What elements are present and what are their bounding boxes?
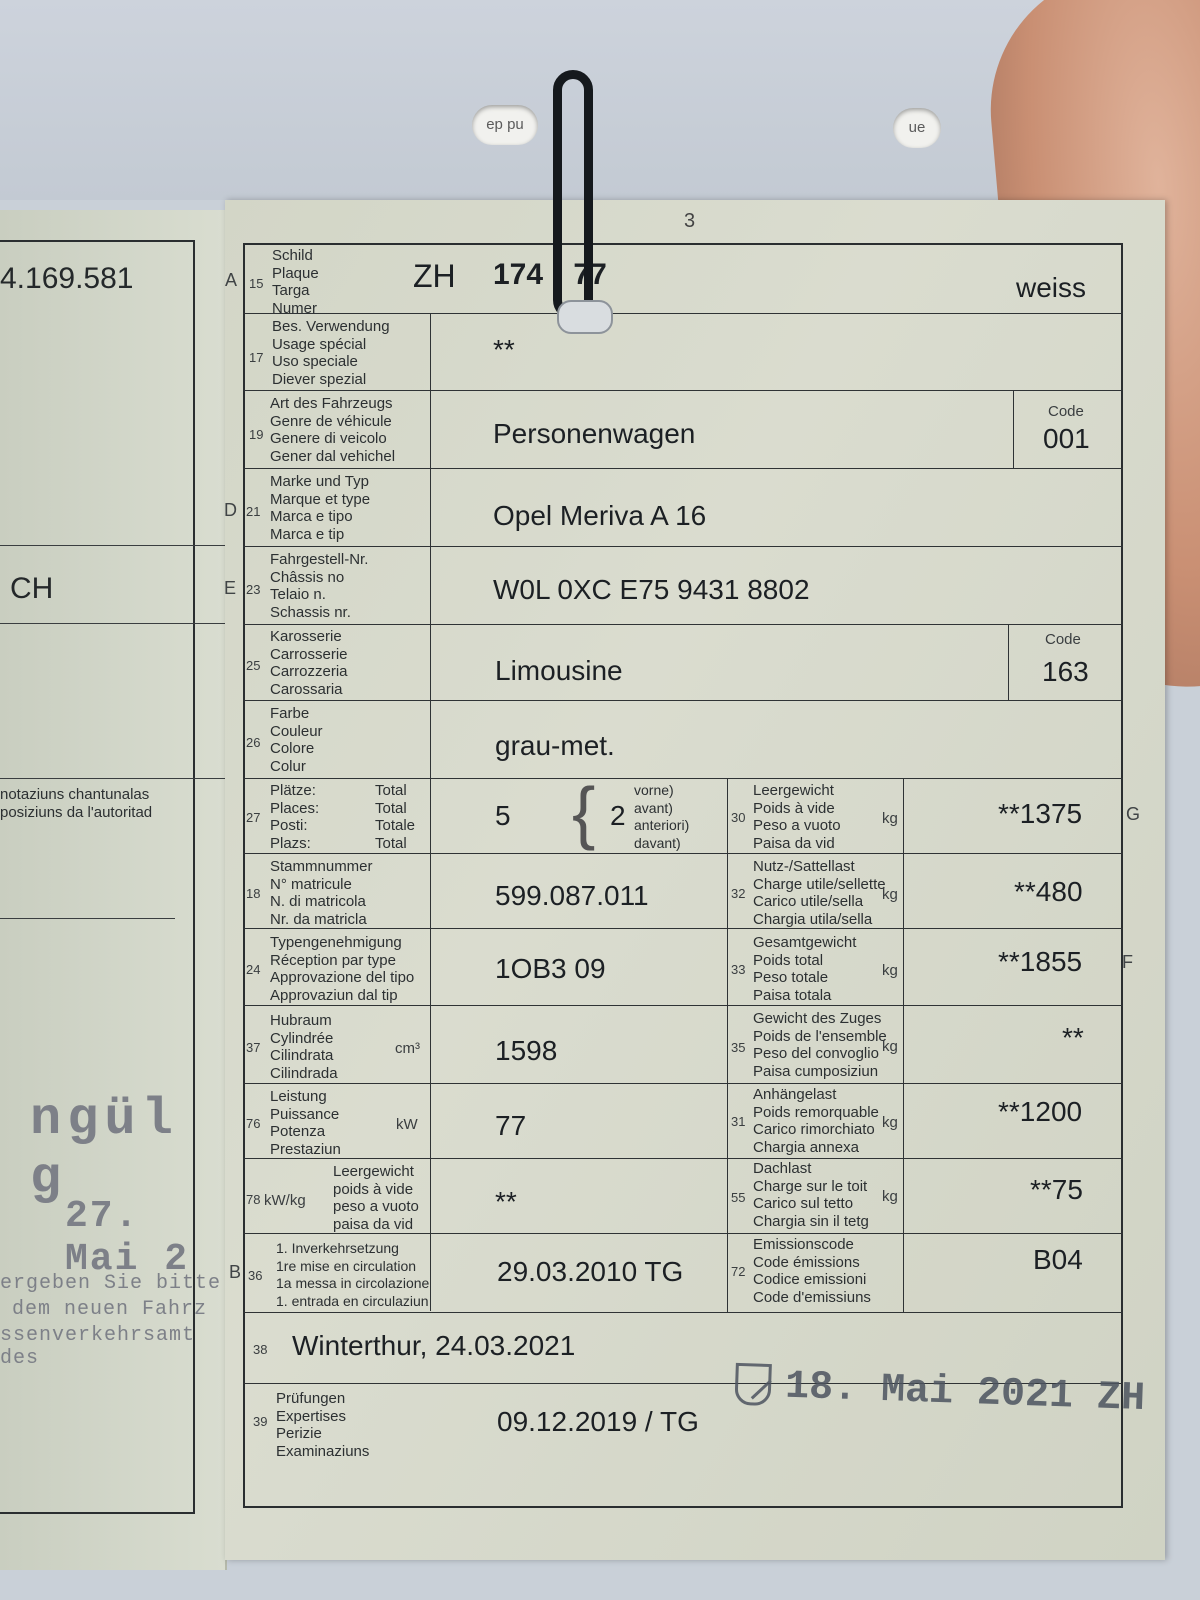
binder-ring-clip: [557, 300, 613, 334]
table-row-divider: [243, 313, 1123, 314]
trailer-load-unit: kg: [882, 1114, 898, 1131]
power-label: Leistung Puissance Potenza Prestaziun: [270, 1088, 341, 1158]
power-value: 77: [495, 1110, 527, 1141]
seats-label: Plätze: Places: Posti: Plazs:: [270, 782, 320, 852]
color-value: grau-met.: [495, 730, 615, 761]
first-registration-label: 1. Inverkehrsetzung 1re mise en circulation 1a messa in circolazione 1. entrada en circulaziun: [276, 1240, 430, 1309]
body-value: Limousine: [495, 655, 623, 686]
table-row-divider: [243, 1312, 1123, 1313]
special-use-label: Bes. Verwendung Usage spécial Uso speciale Diever spezial: [272, 318, 390, 388]
left-page-stamp-date: 27. Mai 2: [65, 1195, 190, 1281]
left-page-rule: [0, 918, 175, 919]
canton-shield-icon: [734, 1363, 771, 1406]
seats-brace: {: [572, 773, 596, 851]
displacement-value: 1598: [495, 1035, 558, 1066]
type-approval-value: 1OB3 09: [495, 953, 606, 984]
field-letter: D: [224, 500, 237, 520]
page-number: 3: [684, 210, 696, 232]
table-row-divider: [243, 1083, 1123, 1084]
displacement-unit: cm³: [395, 1040, 420, 1057]
make-model-value: Opel Meriva A 16: [493, 500, 707, 531]
power-unit: kW: [396, 1116, 418, 1133]
field-number: 23: [246, 582, 261, 597]
seats-front-value: 2: [610, 800, 626, 831]
field-number: 27: [246, 810, 261, 825]
table-row-divider: [243, 928, 1123, 929]
roof-load-unit: kg: [882, 1188, 898, 1205]
field-number: 24: [246, 962, 261, 977]
issue-place-date: Winterthur, 24.03.2021: [292, 1330, 576, 1361]
field-number: 36: [248, 1268, 263, 1283]
value-column-divider: [903, 778, 904, 1312]
field-number: 78: [246, 1192, 261, 1207]
vehicle-type-code-label: Code: [1048, 403, 1084, 420]
body-code-label: Code: [1045, 631, 1081, 648]
roof-load-label: Dachlast Charge sur le toit Carico sul tetto Chargia sin il tetg: [753, 1160, 869, 1230]
inspections-label: Prüfungen Expertises Perizie Examinaziuns: [276, 1390, 370, 1460]
field-number: 37: [246, 1040, 261, 1055]
gross-weight-label: Gesamtgewicht Poids total Peso totale Paisa totala: [753, 934, 857, 1004]
table-row-divider: [243, 700, 1123, 701]
field-number: 26: [246, 735, 261, 750]
table-row-divider: [243, 1233, 1123, 1234]
left-page-frame: [0, 240, 195, 1514]
punch-hole-right: [893, 108, 941, 148]
left-page-stamp-line-2: dem neuen Fahrz: [12, 1298, 208, 1321]
trailer-load-value: **1200: [998, 1096, 1083, 1127]
mid-column-divider: [727, 778, 728, 1312]
trailer-load-label: Anhängelast Poids remorquable Carico rimorchiato Chargia annexa: [753, 1086, 879, 1156]
payload-label: Nutz-/Sattellast Charge utile/sellette Carico utile/sella Chargia utila/sella: [753, 858, 886, 928]
field-number: 21: [246, 504, 261, 519]
train-weight-label: Gewicht des Zuges Poids de l'ensemble Peso del convoglio Paisa cumposiziun: [753, 1010, 887, 1080]
table-row-divider: [243, 1158, 1123, 1159]
table-row-divider: [243, 390, 1123, 391]
field-number: 25: [246, 658, 261, 673]
left-page-stamp-word: ngül g: [30, 1090, 179, 1208]
vehicle-type-code: 001: [1043, 423, 1090, 454]
table-row-divider: [243, 468, 1123, 469]
left-page-stamp-line-1: ergeben Sie bitte: [0, 1272, 222, 1295]
field-number: 55: [731, 1190, 746, 1205]
seats-front-label: vorne) avant) anteriori) davant): [634, 782, 690, 851]
left-page-note-2: posiziuns da l'autoritad: [0, 804, 153, 821]
field-number: 39: [253, 1414, 268, 1429]
field-number: 17: [249, 350, 264, 365]
empty-weight-label: Leergewicht Poids à vide Peso a vuoto Paisa da vid: [753, 782, 841, 852]
field-number: 72: [731, 1264, 746, 1279]
emissions-label: Emissionscode Code émissions Codice emissioni Code d'emissiuns: [753, 1236, 871, 1306]
seats-total-label: Total Total Totale Total: [375, 782, 416, 852]
power-weight-unit: kW/kg: [264, 1192, 306, 1209]
field-letter: E: [224, 578, 237, 598]
inspections-value: 09.12.2019 / TG: [497, 1406, 699, 1437]
seats-total-value: 5: [495, 800, 511, 831]
left-page-row: [0, 545, 225, 546]
left-page-row: [0, 778, 225, 779]
left-page-number: 4.169.581: [0, 262, 134, 295]
field-number: 38: [253, 1342, 268, 1357]
roof-load-value: **75: [1030, 1174, 1083, 1205]
color-label: Farbe Couleur Colore Colur: [270, 705, 323, 775]
field-letter: F: [1122, 952, 1133, 972]
left-page-row: [0, 623, 225, 624]
payload-value: **480: [1014, 876, 1083, 907]
field-letter: B: [229, 1262, 242, 1282]
field-number: 18: [246, 886, 261, 901]
code-column-divider: [1008, 624, 1009, 700]
make-model-label: Marke und Typ Marque et type Marca e tipo Marca e tip: [270, 473, 371, 543]
master-number-label: Stammnummer N° matricule N. di matricola Nr. da matricla: [270, 858, 373, 928]
chassis-value: W0L 0XC E75 9431 8802: [493, 574, 810, 605]
field-letter: G: [1126, 804, 1141, 824]
special-use-value: **: [493, 334, 515, 365]
plate-canton: ZH: [413, 258, 456, 294]
emissions-value: B04: [1033, 1244, 1083, 1275]
power-weight-value: **: [495, 1186, 517, 1217]
table-row-divider: [243, 853, 1123, 854]
label-column-divider: [430, 313, 431, 1311]
train-weight-unit: kg: [882, 1038, 898, 1055]
field-number: 15: [249, 276, 264, 291]
empty-weight-unit: kg: [882, 810, 898, 827]
table-row-divider: [243, 624, 1123, 625]
left-page: [0, 210, 227, 1570]
stamp-text: 18. Mai 2021 ZH: [784, 1364, 1146, 1423]
left-page-country: CH: [10, 572, 54, 605]
field-letter: A: [225, 270, 238, 290]
gross-weight-unit: kg: [882, 962, 898, 979]
table-row-divider: [243, 1005, 1123, 1006]
field-number: 32: [731, 886, 746, 901]
field-number: 33: [731, 962, 746, 977]
code-column-divider: [1013, 390, 1014, 468]
body-label: Karosserie Carrosserie Carrozzeria Carossaria: [270, 628, 348, 698]
plate-number: 174 77: [493, 258, 607, 291]
field-number: 19: [249, 427, 264, 442]
chassis-label: Fahrgestell-Nr. Châssis no Telaio n. Schassis nr.: [270, 551, 369, 621]
field-number: 31: [731, 1114, 746, 1129]
power-weight-label: Leergewicht poids à vide peso a vuoto paisa da vid: [333, 1163, 419, 1233]
plate-color: weiss: [1016, 272, 1087, 303]
first-registration-value: 29.03.2010 TG: [497, 1256, 684, 1287]
vehicle-type-label: Art des Fahrzeugs Genre de véhicule Genere di veicolo Gener dal vehichel: [270, 395, 396, 465]
left-page-note-1: notaziuns chantunalas: [0, 786, 150, 803]
punch-hole-text: ep pu: [486, 116, 524, 133]
table-row-divider: [243, 778, 1123, 779]
plate-label: Schild Plaque Targa Numer: [272, 247, 319, 317]
gross-weight-value: **1855: [998, 946, 1083, 977]
left-page-stamp-line-3: ssenverkehrsamt des: [0, 1324, 196, 1370]
field-number: 76: [246, 1116, 261, 1131]
field-number: 35: [731, 1040, 746, 1055]
empty-weight-value: **1375: [998, 798, 1083, 829]
punch-hole-left: [472, 105, 538, 145]
vehicle-type-value: Personenwagen: [493, 418, 696, 449]
punch-hole-text: ue: [908, 119, 926, 136]
field-number: 30: [731, 810, 746, 825]
binder-ring: [553, 70, 593, 320]
payload-unit: kg: [882, 886, 898, 903]
body-code: 163: [1042, 656, 1089, 687]
table-row-divider: [243, 546, 1123, 547]
displacement-label: Hubraum Cylindrée Cilindrata Cilindrada: [270, 1012, 338, 1082]
train-weight-value: **: [1062, 1022, 1084, 1053]
master-number-value: 599.087.011: [495, 880, 649, 911]
type-approval-label: Typengenehmigung Réception par type Approvazione del tipo Approvaziun dal tip: [270, 934, 415, 1004]
